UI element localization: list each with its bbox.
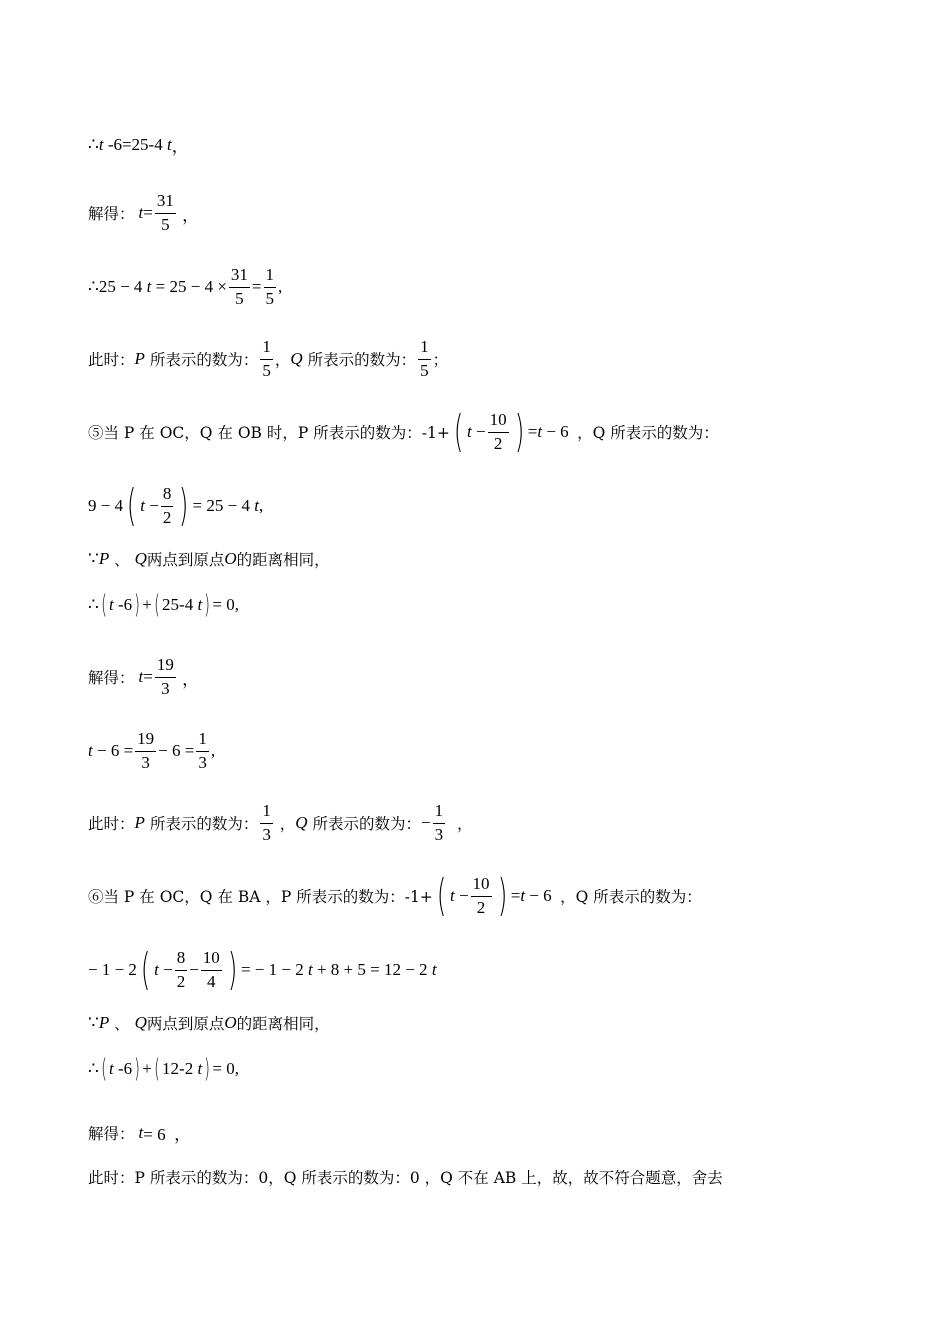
fraction: $\frac{31}{5}$ xyxy=(230,265,248,308)
text: 的距离相同， xyxy=(236,1015,330,1033)
fraction: $\frac{8}{2}$ xyxy=(162,483,172,527)
equation-line-3: 9 − 4 ( t − $\frac{8}{2}$ ) = 25 − 4 t , xyxy=(88,480,264,531)
fraction: $\frac{1}{3}$ xyxy=(262,801,271,844)
fraction: $\frac{8}{2}$ xyxy=(176,947,186,991)
solve-line-3: 解得： t = 6 ， xyxy=(88,1122,192,1144)
fraction: $\frac{1}{5}$ xyxy=(420,337,429,380)
solve-line-2: 解得： t = $\frac{19}{3}$ ， xyxy=(88,655,200,698)
text: 所表示的数为： xyxy=(312,815,422,834)
text: 所表示的数为： xyxy=(307,351,417,370)
case-5-line: ⑤当 P 在 OC，Q 在 OB 时，P 所表示的数为：-1+ ( t − $\frac{10}{2}$ ) = t − 6 ，Q 所表示的数为： xyxy=(88,406,719,457)
text: 所表示的数为： xyxy=(149,815,259,834)
because-line-1: ∵ P 、 Q 两点到原点 O 的距离相同， xyxy=(88,549,330,569)
text: 两点到原点 xyxy=(146,551,225,569)
equation-line-1: ∴ t -6=25-4 t ， xyxy=(88,134,189,156)
text: 的距离相同， xyxy=(236,551,330,569)
fraction: $\frac{10}{4}$ xyxy=(202,947,220,991)
result-line-2: 此时： P 所表示的数为： $\frac{1}{3}$ ， Q 所表示的数为： − $\frac{1}{3}$ ， xyxy=(88,801,473,844)
solve-line-1: 解得： t = $\frac{31}{5}$ ， xyxy=(88,191,200,234)
fraction: $\frac{19}{3}$ xyxy=(137,729,155,772)
equation-line-7: ∴ ( t -6 ) + ( 12-2 t ) = 0, xyxy=(88,1054,239,1084)
fraction: $\frac{10}{2}$ xyxy=(472,873,490,917)
equation-line-4: ∴ ( t -6 ) + ( 25-4 t ) = 0, xyxy=(88,590,239,620)
text: ，Q 所表示的数为： xyxy=(560,888,702,906)
case-text: ⑤当 P 在 OC，Q 在 OB 时，P 所表示的数为：-1+ xyxy=(88,424,450,442)
fraction: $\frac{31}{5}$ xyxy=(156,191,174,234)
text: ，Q 所表示的数为： xyxy=(577,424,719,442)
conclusion-text: 此时：P 所表示的数为：0，Q 所表示的数为：0 ，Q 不在 AB 上，故，故不符合题意，舍去 xyxy=(88,1169,723,1187)
because-line-2: ∵ P 、 Q 两点到原点 O 的距离相同， xyxy=(88,1013,330,1033)
fraction: $\frac{19}{3}$ xyxy=(156,655,174,698)
equation-line-6: − 1 − 2 ( t − $\frac{8}{2}$ − $\frac{10}{4}$ ) = − 1 − 2 t + 8 + 5 = 12 − 2 t xyxy=(88,944,437,995)
equation-line-5: t − 6 = $\frac{19}{3}$ − 6 = $\frac{1}{3}$ , xyxy=(88,729,216,772)
solve-label: 解得： xyxy=(88,1124,135,1143)
fraction: $\frac{1}{5}$ xyxy=(262,337,271,380)
fraction: $\frac{10}{2}$ xyxy=(489,409,507,453)
equation-line-2: ∴25 − 4 t = 25 − 4 × $\frac{31}{5}$ = $\frac{1}{5}$ , xyxy=(88,265,283,308)
text: 两点到原点 xyxy=(146,1015,225,1033)
text: 所表示的数为： xyxy=(149,351,259,370)
case-text: ⑥当 P 在 OC，Q 在 BA ，P 所表示的数为：-1+ xyxy=(88,888,433,906)
fraction: $\frac{1}{3}$ xyxy=(198,729,207,772)
result-label: 此时： xyxy=(88,351,135,370)
result-line-1: 此时： P 所表示的数为： $\frac{1}{5}$ ， Q 所表示的数为： $\frac{1}{5}$ ； xyxy=(88,337,449,380)
solve-label: 解得： xyxy=(88,205,135,224)
conclusion-line xyxy=(88,1166,723,1188)
case-6-line: ⑥当 P 在 OC，Q 在 BA ，P 所表示的数为：-1+ ( t − $\frac{10}{2}$ ) = t − 6 ，Q 所表示的数为： xyxy=(88,870,702,921)
solve-label: 解得： xyxy=(88,669,135,688)
result-label: 此时： xyxy=(88,815,135,834)
fraction: $\frac{1}{5}$ xyxy=(265,265,274,308)
fraction: $\frac{1}{3}$ xyxy=(434,801,444,844)
